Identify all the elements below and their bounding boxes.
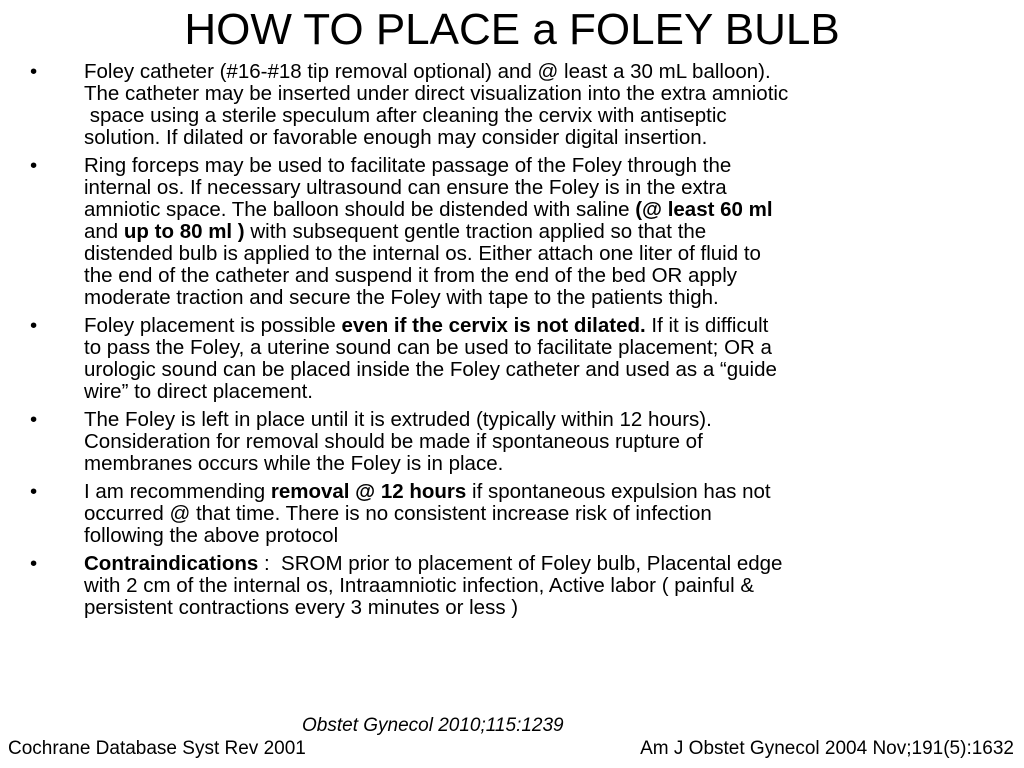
bullet-marker: •	[30, 314, 38, 337]
reference-cochrane: Cochrane Database Syst Rev 2001	[8, 738, 306, 759]
bullet-text-run: if spontaneous expulsion has not occurred @ that time. There is no consistent increase risk of infection following the above protocol	[84, 480, 771, 547]
bullet-text	[84, 409, 1010, 475]
bullet-text	[84, 61, 1010, 149]
bullet-text-run: The Foley is left in place until it is extruded (typically within 12 hours). Consideration for removal should be made if spontaneous rupture of membranes occurs while the Foley is in place.	[84, 408, 712, 475]
bullet-list	[30, 61, 1010, 625]
bullet-text	[84, 481, 1010, 547]
bullet-text-run: Ring forceps may be used to facilitate passage of the Foley through the internal os. If necessary ultrasound can ensure the Foley is in the extra amniotic space. The balloon should be distended with saline	[84, 154, 732, 221]
bullet-text-run: I am recommending	[84, 480, 271, 503]
bullet-item	[30, 315, 1010, 403]
bullet-text-run: Foley placement is possible	[84, 314, 342, 337]
bullet-item	[30, 481, 1010, 547]
bullet-text-run: Foley catheter (#16-#18 tip removal optional) and @ least a 30 mL balloon). The catheter may be inserted under direct visualization into the extra amniotic space using a sterile speculum after cleaning the cervix with antiseptic solution. If dilated or favorable enough may consider digital insertion.	[84, 60, 789, 149]
bullet-marker: •	[30, 60, 38, 83]
reference-am-j-obstet-gynecol: Am J Obstet Gynecol 2004 Nov;191(5):1632	[640, 738, 1014, 759]
bullet-text-emphasis: (@ least 60 ml	[635, 198, 773, 221]
bullet-text-run: : SROM prior to placement of Foley bulb, Placental edge with 2 cm of the internal os, Intraamniotic infection, Active labor ( painful & persistent contractions every 3 minutes or less )	[84, 552, 783, 619]
bullet-text-emphasis: up to 80 ml )	[123, 220, 245, 243]
bullet-item	[30, 409, 1010, 475]
bullet-marker: •	[30, 552, 38, 575]
bullet-marker: •	[30, 480, 38, 503]
bullet-marker: •	[30, 154, 38, 177]
bullet-text-run: and	[84, 220, 119, 243]
reference-obstet-gynecol: Obstet Gynecol 2010;115:1239	[302, 715, 564, 736]
bullet-text-emphasis: even if the cervix is not dilated.	[341, 314, 646, 337]
bullet-marker: •	[30, 408, 38, 431]
bullet-text-run: with subsequent gentle traction applied so that the distended bulb is applied to the internal os. Either attach one liter of fluid to the end of the catheter and suspend it from the end of the bed OR apply moderate traction and secure the Foley with tape to the patients thigh.	[84, 220, 761, 309]
bullet-text	[84, 155, 1010, 309]
bullet-text	[84, 315, 1010, 403]
bullet-item	[30, 553, 1010, 619]
bullet-text-run: If it is difficult to pass the Foley, a uterine sound can be used to facilitate placement; OR a urologic sound can be placed inside the Foley catheter and used as a “guide wire” to direct placement.	[84, 314, 777, 403]
bullet-item	[30, 61, 1010, 149]
bullet-item	[30, 155, 1010, 309]
bullet-text-emphasis: removal @ 12 hours	[270, 480, 467, 503]
bullet-text	[84, 553, 1010, 619]
bullet-text-emphasis: Contraindications	[84, 552, 259, 575]
slide-title: HOW TO PLACE a FOLEY BULB	[184, 5, 840, 54]
